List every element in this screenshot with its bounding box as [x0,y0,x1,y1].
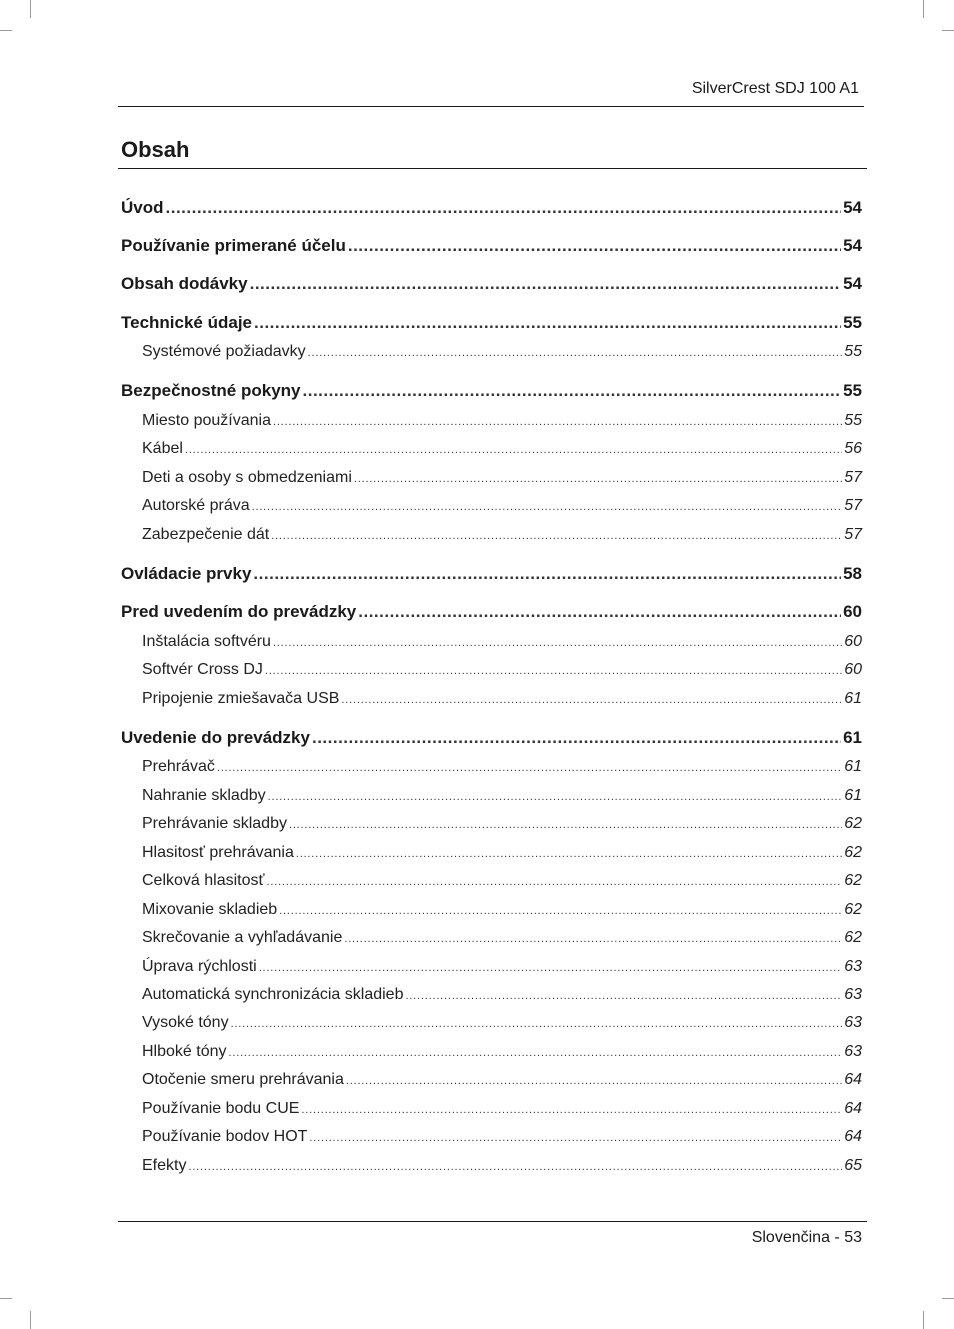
toc-entry-chapter[interactable] [121,727,862,749]
toc-entry-chapter[interactable] [121,601,862,623]
toc-entry-chapter[interactable] [121,312,862,334]
toc-entry-title: Uvedenie do prevádzky [121,728,310,747]
toc-entry-title: Pripojenie zmiešavača USB [142,690,340,707]
crop-mark [30,0,31,18]
toc-dot-leader [250,273,841,295]
toc-entry-title: Úprava rýchlosti [142,958,257,975]
toc-entry-title: Úvod [121,198,164,217]
toc-entry-section[interactable] [121,660,862,681]
toc-dot-leader [289,814,842,835]
toc-entry-title: Softvér Cross DJ [142,661,263,678]
toc-entry-page: 63 [844,986,862,1003]
toc-entry-section[interactable] [121,757,862,778]
toc-entry-page: 63 [844,958,862,975]
toc-dot-leader [185,439,842,460]
toc-entry-section[interactable] [121,342,862,363]
toc-entry-section[interactable] [121,928,862,949]
toc-entry-section[interactable] [121,900,862,921]
running-header: SilverCrest SDJ 100 A1 [691,80,859,97]
crop-mark [30,1311,31,1329]
toc-entry-page: 57 [844,469,862,486]
toc-entry-page: 54 [843,274,862,293]
toc-entry-section[interactable] [121,1127,862,1148]
toc-entry-section[interactable] [121,1013,862,1034]
toc-dot-leader [273,411,842,432]
toc-entry-title: Používanie bodu CUE [142,1100,300,1117]
toc-entry-page: 57 [844,497,862,514]
toc-entry-section[interactable] [121,632,862,653]
toc-entry-section[interactable] [121,1099,862,1120]
crop-mark [923,1311,924,1329]
toc-entry-page: 63 [844,1014,862,1031]
toc-entry-page: 64 [844,1128,862,1145]
page-title: Obsah [121,137,190,162]
toc-dot-leader [267,871,843,892]
toc-dot-leader [253,563,841,585]
footer-rule [118,1221,867,1222]
toc-entry-title: Bezpečnostné pokyny [121,381,301,400]
toc-entry-page: 55 [844,412,862,429]
toc-entry-section[interactable] [121,689,862,710]
toc-entry-page: 62 [844,872,862,889]
toc-entry-page: 62 [844,815,862,832]
toc-dot-leader [358,601,841,623]
toc-entry-section[interactable] [121,411,862,432]
toc-dot-leader [341,689,842,710]
toc-entry-title: Nahranie skladby [142,787,266,804]
toc-entry-title: Autorské práva [142,497,250,514]
toc-entry-title: Systémové požiadavky [142,343,306,360]
toc-entry-page: 55 [844,343,862,360]
toc-entry-section[interactable] [121,957,862,978]
toc-dot-leader [217,757,842,778]
toc-dot-leader [348,235,841,257]
toc-entry-page: 64 [844,1100,862,1117]
toc-entry-title: Efekty [142,1157,187,1174]
toc-entry-page: 61 [844,690,862,707]
toc-entry-title: Otočenie smeru prehrávania [142,1071,344,1088]
toc-dot-leader [254,312,841,334]
toc-dot-leader [265,660,842,681]
toc-entry-page: 61 [843,728,862,747]
toc-dot-leader [346,1070,842,1091]
toc-entry-chapter[interactable] [121,235,862,257]
toc-dot-leader [301,1099,842,1120]
toc-dot-leader [405,985,842,1006]
toc-entry-section[interactable] [121,496,862,517]
toc-entry-page: 63 [844,1043,862,1060]
toc-entry-section[interactable] [121,439,862,460]
toc-entry-title: Inštalácia softvéru [142,633,271,650]
toc-entry-page: 55 [843,313,862,332]
toc-entry-page: 61 [844,787,862,804]
toc-entry-title: Pred uvedením do prevádzky [121,602,357,621]
crop-mark [942,1298,954,1299]
toc-entry-title: Technické údaje [121,313,253,332]
toc-entry-chapter[interactable] [121,273,862,295]
toc-entry-page: 56 [844,440,862,457]
toc-entry-title: Prehrávanie skladby [142,815,287,832]
toc-entry-section[interactable] [121,871,862,892]
toc-dot-leader [344,928,842,949]
toc-dot-leader [271,525,842,546]
toc-entry-page: 61 [844,758,862,775]
toc-dot-leader [231,1013,843,1034]
toc-entry-title: Hlboké tóny [142,1043,227,1060]
toc-entry-title: Hlasitosť prehrávania [142,844,294,861]
toc-entry-title: Kábel [142,440,183,457]
toc-dot-leader [312,727,841,749]
toc-entry-chapter[interactable] [121,380,862,402]
toc-dot-leader [309,1127,842,1148]
toc-entry-page: 57 [844,526,862,543]
toc-dot-leader [273,632,842,653]
toc-dot-leader [296,843,842,864]
crop-mark [0,30,12,31]
toc-entry-title: Celková hlasitosť [142,872,265,889]
toc-dot-leader [268,786,843,807]
toc-entry-section[interactable] [121,985,862,1006]
toc-entry-page: 58 [843,564,862,583]
header-rule [118,106,864,107]
toc-entry-page: 60 [843,602,862,621]
crop-mark [942,30,954,31]
toc-entry-page: 65 [844,1157,862,1174]
toc-dot-leader [279,900,842,921]
title-rule [118,168,867,169]
toc-entry-section[interactable] [121,525,862,546]
toc-entry-title: Používanie primerané účelu [121,236,346,255]
crop-mark [923,0,924,18]
toc-entry-section[interactable] [121,1042,862,1063]
toc-dot-leader [188,1156,842,1177]
toc-dot-leader [308,342,843,363]
toc-dot-leader [166,197,842,219]
toc-dot-leader [252,496,843,517]
toc-entry-title: Ovládacie prvky [121,564,252,583]
toc-entry-page: 60 [844,661,862,678]
toc-entry-page: 54 [843,198,862,217]
crop-mark [0,1298,12,1299]
toc-dot-leader [259,957,843,978]
toc-entry-title: Miesto používania [142,412,271,429]
toc-entry-title: Deti a osoby s obmedzeniami [142,469,352,486]
toc-entry-title: Obsah dodávky [121,274,248,293]
page-number: Slovenčina - 53 [751,1229,862,1246]
toc-entry-section[interactable] [121,843,862,864]
toc-entry-chapter[interactable] [121,563,862,585]
toc-entry-page: 62 [844,929,862,946]
toc-entry-title: Prehrávač [142,758,215,775]
toc-entry-title: Používanie bodov HOT [142,1128,308,1145]
toc-entry-section[interactable] [121,1156,862,1177]
toc-entry-section[interactable] [121,814,862,835]
toc-entry-page: 60 [844,633,862,650]
toc-entry-section[interactable] [121,1070,862,1091]
toc-entry-title: Automatická synchronizácia skladieb [142,986,404,1003]
toc-entry-title: Mixovanie skladieb [142,901,278,918]
toc-entry-page: 62 [844,844,862,861]
toc-entry-title: Vysoké tóny [142,1014,229,1031]
toc-entry-page: 55 [843,381,862,400]
toc-entry-title: Zabezpečenie dát [142,526,270,543]
toc-entry-page: 64 [844,1071,862,1088]
toc-entry-title: Skrečovanie a vyhľadávanie [142,929,343,946]
toc-entry-section[interactable] [121,468,862,489]
toc-entry-page: 54 [843,236,862,255]
toc-entry-section[interactable] [121,786,862,807]
toc-dot-leader [303,380,842,402]
toc-dot-leader [229,1042,843,1063]
toc-dot-leader [354,468,842,489]
toc-entry-page: 62 [844,901,862,918]
toc-entry-chapter[interactable] [121,197,862,219]
